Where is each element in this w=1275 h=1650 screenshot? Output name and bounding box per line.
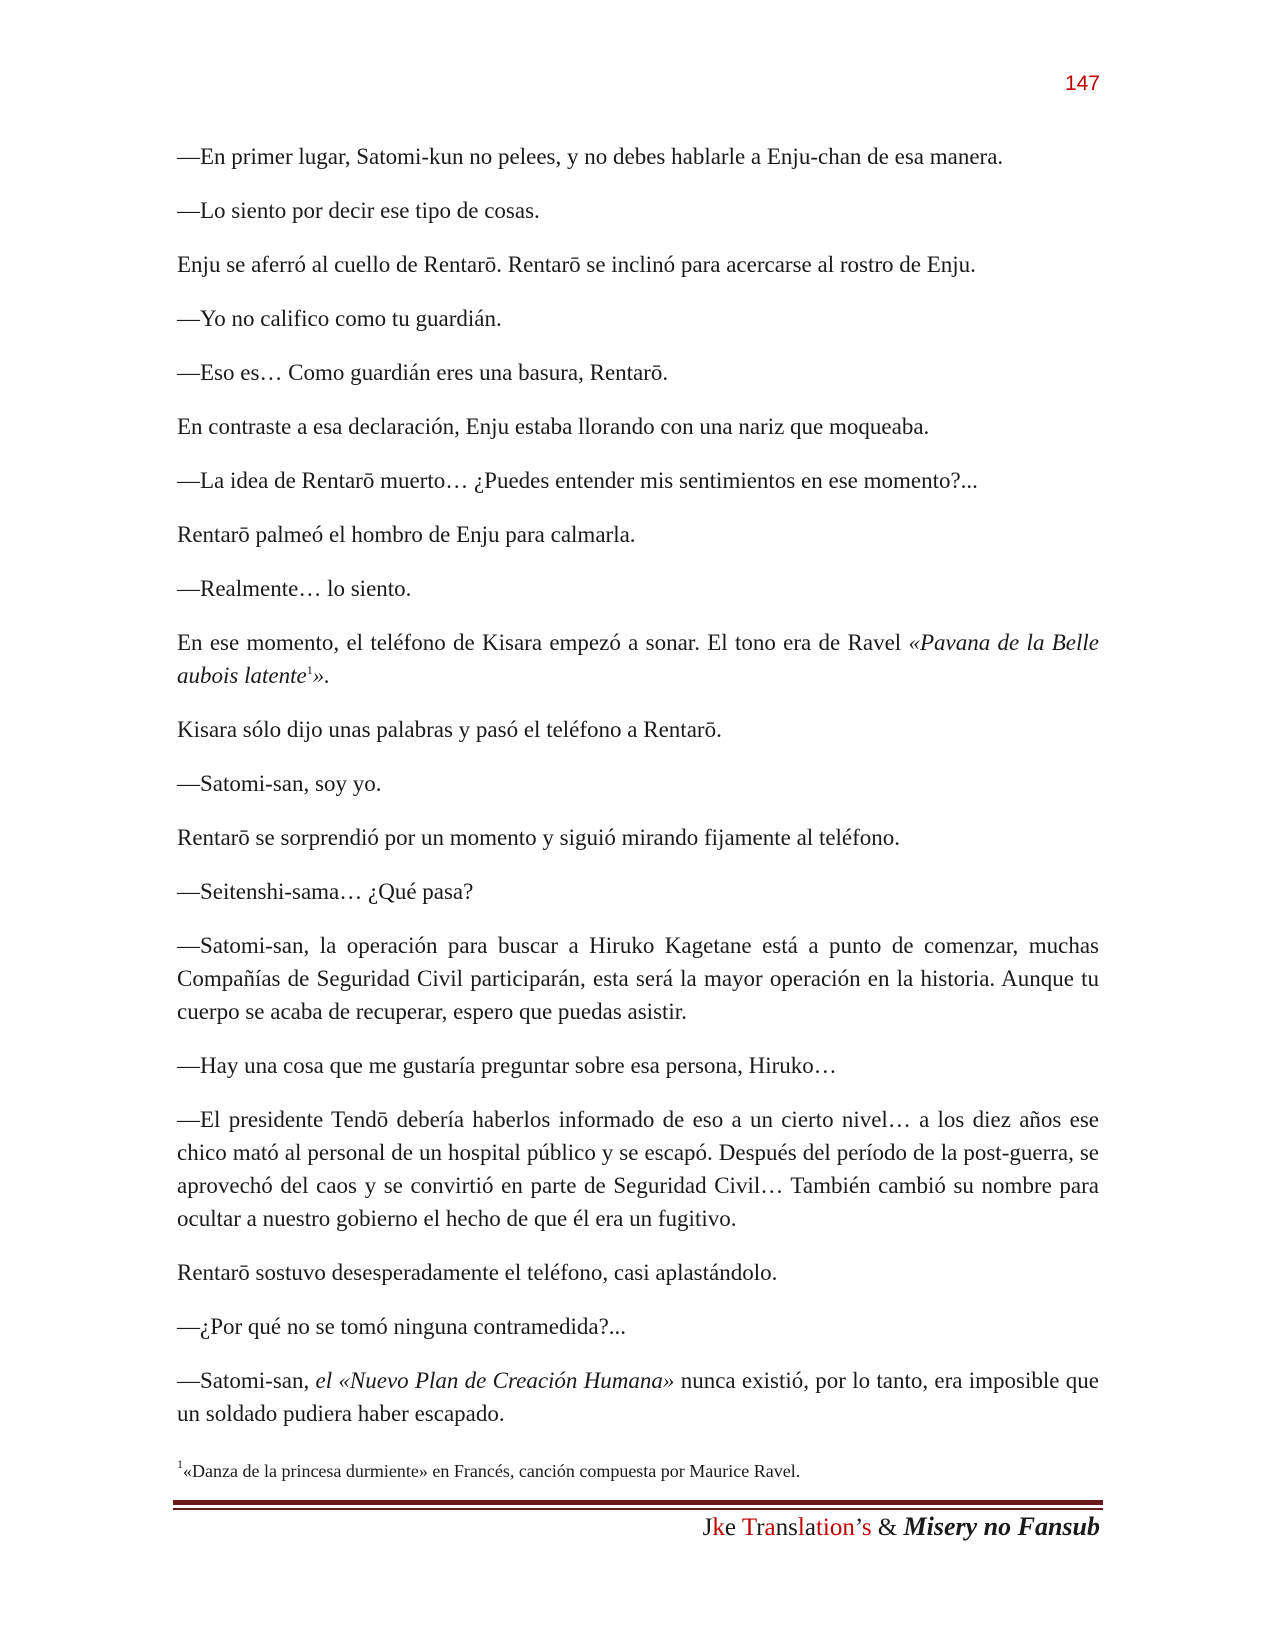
paragraph-text: nunca existió, por lo tanto, era imposible que un soldado pudiera haber escapado.	[177, 1368, 1099, 1426]
translation-credit	[640, 1512, 1100, 1542]
paragraph-text: —Satomi-san,	[177, 1368, 316, 1393]
paragraph: En contraste a esa declaración, Enju estaba llorando con una nariz que moqueaba.	[177, 414, 930, 439]
credit-letter: s	[861, 1514, 872, 1541]
paragraph: —¿Por qué no se tomó ninguna contramedida?...	[177, 1314, 627, 1339]
paragraph: —Hay una cosa que me gustaría preguntar sobre esa persona, Hiruko…	[177, 1053, 837, 1078]
footer-divider	[173, 1500, 1103, 1505]
credit-letter: J	[702, 1514, 713, 1541]
footnote-text: «Danza de la princesa durmiente» en Francés, canción compuesta por Maurice Ravel.	[183, 1461, 801, 1481]
song-title-close: ».	[312, 663, 330, 688]
paragraph: —Seitenshi-sama… ¿Qué pasa?	[177, 879, 474, 904]
paragraph: Rentarō palmeó el hombro de Enju para calmarla.	[177, 522, 636, 547]
paragraph: Kisara sólo dijo unas palabras y pasó el teléfono a Rentarō.	[177, 717, 722, 742]
footer-divider-thin	[173, 1508, 1103, 1510]
credit-letter: ns	[775, 1514, 798, 1541]
paragraph: —Satomi-san, soy yo.	[177, 771, 382, 796]
credit-letter: ’	[854, 1514, 862, 1541]
paragraph-text: En ese momento, el teléfono de Kisara empezó a sonar. El tono era de Ravel	[177, 630, 909, 655]
credit-letter: k	[712, 1514, 725, 1541]
paragraph: Rentarō se sorprendió por un momento y siguió mirando fijamente al teléfono.	[177, 825, 901, 850]
credit-letter: l	[797, 1514, 805, 1541]
credit-ampersand: &	[871, 1514, 904, 1541]
paragraph-ravel	[177, 626, 1099, 692]
page-number: 147	[1064, 72, 1100, 95]
paragraph: Rentarō sostuvo desesperadamente el teléfono, casi aplastándolo.	[177, 1260, 778, 1285]
paragraph: —Eso es… Como guardián eres una basura, Rentarō.	[177, 360, 669, 385]
paragraph-plan	[177, 1364, 1099, 1430]
song-title: «Pavana de la Belle aubois latente	[177, 630, 1099, 688]
text-body	[177, 140, 1099, 1451]
paragraph: —El presidente Tendō debería haberlos informado de eso a un cierto nivel… a los diez años ese chico mató al personal de un hospital público y se escapó. Después del período de la post-guerra, se aprovechó del caos y se convirtió en parte de Seguridad Civil… También cambió su nombre para ocultar a nuestro gobierno el hecho de que él era un fugitivo.	[177, 1107, 1099, 1231]
paragraph: —Lo siento por decir ese tipo de cosas.	[177, 198, 540, 223]
credit-letter: a	[764, 1514, 776, 1541]
credit-letter: T	[741, 1514, 757, 1541]
credit-letter: a	[804, 1514, 816, 1541]
footnote	[177, 1459, 1099, 1483]
paragraph: —Satomi-san, la operación para buscar a Hiruko Kagetane está a punto de comenzar, muchas Compañías de Seguridad Civil participarán, esta será la mayor operación en la historia. Aunque tu cuerpo se acaba de recuperar, espero que puedas asistir.	[177, 933, 1099, 1024]
paragraph: Enju se aferró al cuello de Rentarō. Rentarō se inclinó para acercarse al rostro de Enju.	[177, 252, 976, 277]
paragraph: —Yo no califico como tu guardián.	[177, 306, 502, 331]
paragraph: —La idea de Rentarō muerto… ¿Puedes entender mis sentimientos en ese momento?...	[177, 468, 978, 493]
paragraph: —Realmente… lo siento.	[177, 576, 412, 601]
plan-title: el «Nuevo Plan de Creación Humana»	[315, 1368, 675, 1393]
credit-letter: e	[724, 1514, 742, 1541]
footnote-marker: 1	[177, 1457, 183, 1471]
credit-misery: Misery no Fansub	[903, 1512, 1100, 1541]
credit-letter: r	[756, 1514, 765, 1541]
credit-letter: tion	[815, 1514, 855, 1541]
footnote-reference: 1	[306, 663, 313, 677]
paragraph: —En primer lugar, Satomi-kun no pelees, y no debes hablarle a Enju-chan de esa manera.	[177, 144, 1004, 169]
